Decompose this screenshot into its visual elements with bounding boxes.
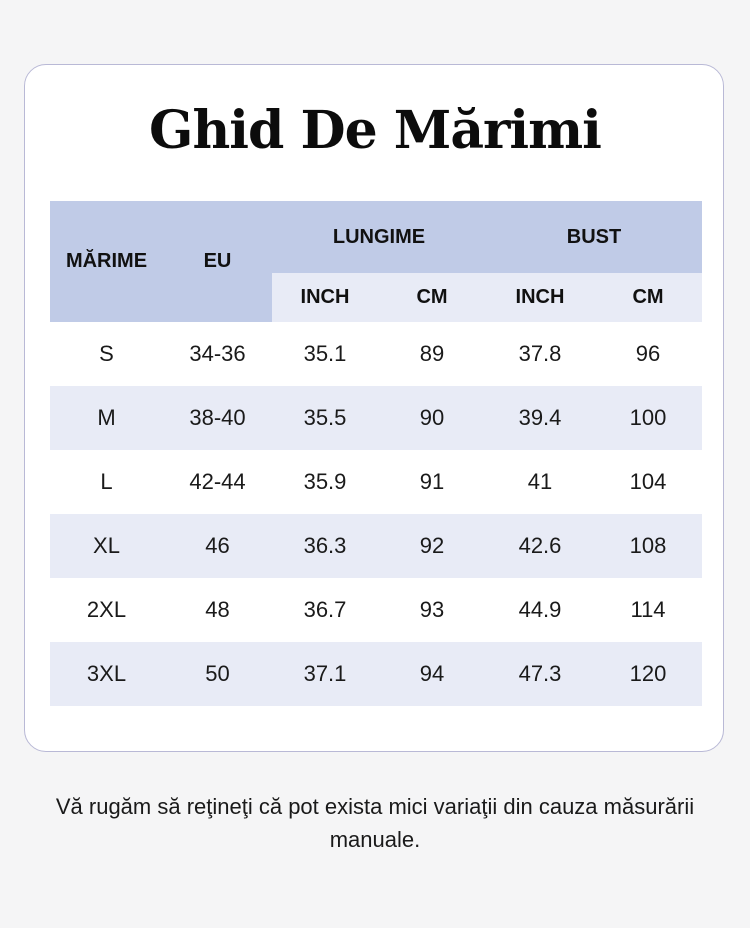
cell-bust-inch: 44.9 [486,578,594,642]
cell-bust-cm: 100 [594,386,702,450]
table-row [50,386,702,450]
table-row [50,642,702,706]
measurement-note: Vă rugăm să reţineţi că pot exista mici variaţii din cauza măsurării manuale. [55,794,695,852]
cell-length-inch: 35.1 [272,322,378,386]
cell-length-inch: 36.3 [272,514,378,578]
cell-size: M [50,386,163,450]
cell-bust-inch: 47.3 [486,642,594,706]
cell-length-cm: 92 [378,514,486,578]
cell-length-cm: 89 [378,322,486,386]
header-size: MĂRIME [50,201,163,322]
cell-eu: 46 [163,514,272,578]
header-bust-inch: INCH [486,273,594,322]
page-title: Ghid De Mărimi [149,100,601,161]
cell-length-inch: 35.5 [272,386,378,450]
cell-eu: 42-44 [163,450,272,514]
header-eu: EU [163,201,272,322]
cell-size: 2XL [50,578,163,642]
cell-bust-inch: 37.8 [486,322,594,386]
cell-bust-inch: 39.4 [486,386,594,450]
cell-bust-cm: 114 [594,578,702,642]
header-length-inch: INCH [272,273,378,322]
table-row [50,450,702,514]
cell-eu: 38-40 [163,386,272,450]
cell-eu: 50 [163,642,272,706]
cell-size: L [50,450,163,514]
cell-bust-inch: 41 [486,450,594,514]
cell-bust-cm: 108 [594,514,702,578]
cell-bust-cm: 104 [594,450,702,514]
cell-length-inch: 36.7 [272,578,378,642]
cell-length-cm: 91 [378,450,486,514]
cell-eu: 48 [163,578,272,642]
header-length-cm: CM [378,273,486,322]
cell-bust-cm: 120 [594,642,702,706]
cell-eu: 34-36 [163,322,272,386]
header-length: LUNGIME [272,201,486,273]
cell-length-inch: 37.1 [272,642,378,706]
table-row [50,578,702,642]
header-bust: BUST [486,201,702,273]
table-row [50,322,702,386]
cell-length-cm: 93 [378,578,486,642]
header-bust-cm: CM [594,273,702,322]
cell-length-cm: 94 [378,642,486,706]
table-row [50,514,702,578]
cell-bust-inch: 42.6 [486,514,594,578]
cell-bust-cm: 96 [594,322,702,386]
cell-size: S [50,322,163,386]
cell-length-inch: 35.9 [272,450,378,514]
cell-size: XL [50,514,163,578]
size-table [50,201,702,706]
cell-length-cm: 90 [378,386,486,450]
cell-size: 3XL [50,642,163,706]
